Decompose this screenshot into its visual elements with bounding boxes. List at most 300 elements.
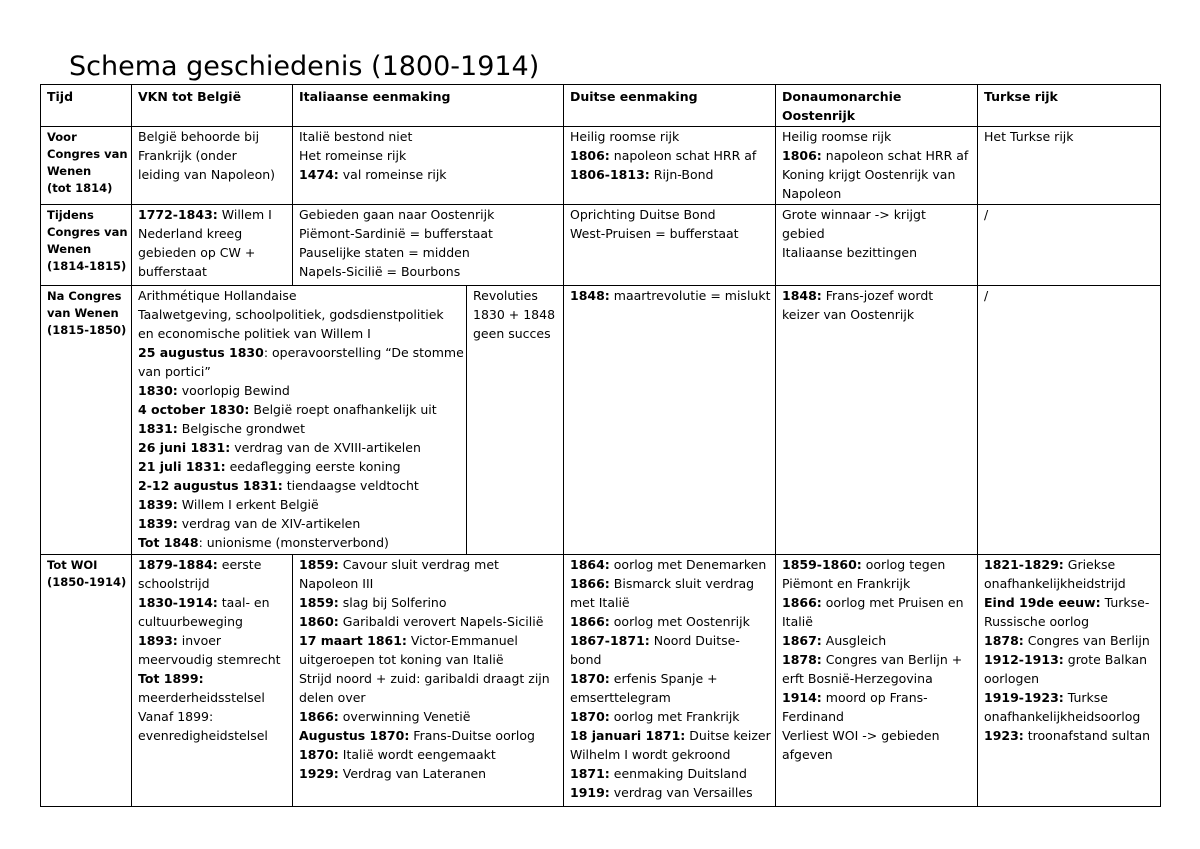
cell-line: [782, 184, 973, 203]
cell-line: [570, 745, 771, 764]
date-label: 1871:: [570, 766, 610, 781]
cell-line: [299, 764, 559, 783]
event-text: overwinning Venetië: [338, 709, 471, 724]
event-text: : operavoorstelling “De stomme: [263, 345, 464, 360]
cell-line: [138, 381, 462, 400]
date-label: 1923:: [984, 728, 1024, 743]
cell-line: [473, 324, 559, 343]
cell-line: [984, 650, 1156, 669]
date-label: 1806-1813:: [570, 167, 650, 182]
date-label: 25 augustus 1830: [138, 345, 264, 360]
cell-line: [570, 688, 771, 707]
cell-line: [782, 243, 973, 262]
header-tijd: Tijd: [41, 85, 132, 127]
event-text: 1830 + 1848: [473, 307, 556, 322]
cell-line: [782, 165, 973, 184]
event-text: Grote winnaar -> krijgt: [782, 207, 926, 222]
date-label: 26 juni 1831:: [138, 440, 231, 455]
date-label: 1806:: [570, 148, 610, 163]
cell-line: [570, 574, 771, 593]
event-text: tiendaagse veldtocht: [282, 478, 419, 493]
cell-line: [138, 707, 288, 726]
cell-line: [782, 688, 973, 707]
event-text: eedaflegging eerste koning: [225, 459, 401, 474]
event-text: /: [984, 288, 989, 303]
cell-line: [782, 650, 973, 669]
date-label: 1870:: [570, 671, 610, 686]
event-text: Turkse: [1063, 690, 1108, 705]
date-label: 1839:: [138, 516, 178, 531]
period-cell: [41, 127, 132, 205]
cell-line: [782, 224, 973, 243]
cell-line: [138, 243, 288, 262]
cell-line: [299, 612, 559, 631]
date-label: 4 october 1830:: [138, 402, 250, 417]
cell-line: [138, 146, 288, 165]
event-text: Het Turkse rijk: [984, 129, 1074, 144]
duits-cell: [564, 127, 776, 205]
period-cell: [41, 205, 132, 286]
cell-line: [299, 205, 559, 224]
date-label: 1859-1860:: [782, 557, 862, 572]
cell-line: [984, 612, 1156, 631]
table-row: [41, 205, 1161, 286]
date-label: 1866:: [299, 709, 339, 724]
cell-line: [782, 286, 973, 305]
cell-line: [299, 669, 559, 688]
vkn-cell: [132, 127, 293, 205]
cell-line: [299, 631, 559, 650]
duits-cell: [564, 286, 776, 555]
cell-line: [299, 146, 559, 165]
date-label: 18 januari 1871:: [570, 728, 686, 743]
cell-line: [782, 305, 973, 324]
cell-line: [782, 593, 973, 612]
period-line: Congres van: [47, 147, 128, 161]
cell-line: [138, 650, 288, 669]
cell-line: [570, 726, 771, 745]
event-text: taal- en: [217, 595, 270, 610]
cell-line: [570, 707, 771, 726]
period-line: (tot 1814): [47, 181, 113, 195]
date-label: 1860:: [299, 614, 339, 629]
turks-cell: [978, 286, 1161, 555]
date-label: 1772-1843:: [138, 207, 218, 222]
event-text: cultuurbeweging: [138, 614, 243, 629]
date-label: 1848:: [570, 288, 610, 303]
cell-line: [138, 593, 288, 612]
date-label: 1839:: [138, 497, 178, 512]
event-text: Ausgleich: [821, 633, 887, 648]
event-text: Frans-Duitse oorlog: [409, 728, 535, 743]
event-text: Het romeinse rijk: [299, 148, 407, 163]
cell-line: [138, 262, 288, 281]
cell-line: [570, 286, 771, 305]
date-label: 1859:: [299, 595, 339, 610]
cell-line: [138, 305, 462, 324]
cell-line: [138, 205, 288, 224]
cell-line: [570, 631, 771, 650]
italie-cell: [293, 205, 564, 286]
event-text: Congres van Berlijn: [1023, 633, 1150, 648]
cell-line: [984, 127, 1156, 146]
cell-line: [782, 574, 973, 593]
event-text: Victor-Emmanuel: [406, 633, 518, 648]
date-label: 1870:: [570, 709, 610, 724]
event-text: oorlog tegen: [861, 557, 946, 572]
date-label: 17 maart 1861:: [299, 633, 407, 648]
event-text: Noord Duitse-: [649, 633, 740, 648]
cell-line: [570, 764, 771, 783]
period-line: van Wenen: [47, 306, 119, 320]
event-text: Italië wordt eengemaakt: [338, 747, 496, 762]
cell-line: [138, 419, 462, 438]
date-label: 1867-1871:: [570, 633, 650, 648]
cell-line: [299, 224, 559, 243]
history-schema-table: [40, 84, 1161, 807]
event-text: /: [984, 207, 989, 222]
event-text: Napels-Sicilië = Bourbons: [299, 264, 461, 279]
cell-line: [782, 205, 973, 224]
event-text: napoleon schat HRR af: [609, 148, 757, 163]
date-label: 1806:: [782, 148, 822, 163]
event-text: keizer van Oostenrijk: [782, 307, 915, 322]
date-label: 21 juli 1831:: [138, 459, 226, 474]
date-label: 1878:: [984, 633, 1024, 648]
event-text: erfenis Spanje +: [609, 671, 718, 686]
cell-line: [299, 593, 559, 612]
date-label: 1919:: [570, 785, 610, 800]
event-text: Nederland kreeg: [138, 226, 243, 241]
cell-line: [782, 555, 973, 574]
event-text: Piëmont-Sardinië = bufferstaat: [299, 226, 493, 241]
date-label: 1914:: [782, 690, 822, 705]
event-text: voorlopig Bewind: [177, 383, 290, 398]
oostenrijk-cell: [776, 127, 978, 205]
cell-line: [570, 224, 771, 243]
period-line: (1814-1815): [47, 259, 127, 273]
event-text: Griekse: [1063, 557, 1116, 572]
event-text: België behoorde bij: [138, 129, 260, 144]
period-line: Congres van: [47, 225, 128, 239]
event-text: Strijd noord + zuid: garibaldi draagt zijn: [299, 671, 550, 686]
cell-line: [984, 669, 1156, 688]
event-text: grote Balkan: [1063, 652, 1148, 667]
table-row: [41, 127, 1161, 205]
date-label: 1870:: [299, 747, 339, 762]
turks-cell: [978, 127, 1161, 205]
event-text: en economische politiek van Willem I: [138, 326, 371, 341]
event-text: gebied: [782, 226, 825, 241]
date-label: 1912-1913:: [984, 652, 1064, 667]
date-label: 1864:: [570, 557, 610, 572]
event-text: emserttelegram: [570, 690, 671, 705]
event-text: leiding van Napoleon): [138, 167, 276, 182]
cell-line: [984, 574, 1156, 593]
event-text: : unionisme (monsterverbond): [198, 535, 389, 550]
cell-line: [138, 612, 288, 631]
cell-line: [138, 726, 288, 745]
cell-line: [138, 324, 462, 343]
date-label: 1929:: [299, 766, 339, 781]
cell-line: [138, 286, 462, 305]
event-text: schoolstrijd: [138, 576, 210, 591]
event-text: België roept onafhankelijk uit: [249, 402, 437, 417]
cell-line: [138, 555, 288, 574]
duits-cell: [564, 555, 776, 807]
cell-line: [299, 165, 559, 184]
event-text: bufferstaat: [138, 264, 207, 279]
cell-line: [299, 127, 559, 146]
date-label: Tot 1899:: [138, 671, 204, 686]
event-text: eenmaking Duitsland: [609, 766, 747, 781]
oostenrijk-cell: [776, 555, 978, 807]
period-line: Tot WOI: [47, 558, 98, 572]
event-text: Italiaanse bezittingen: [782, 245, 918, 260]
header-oostenrijk: Donaumonarchie Oostenrijk: [776, 85, 978, 127]
cell-line: [570, 146, 771, 165]
cell-line: [138, 574, 288, 593]
cell-line: [984, 205, 1156, 224]
cell-line: [138, 127, 288, 146]
event-text: bond: [570, 652, 602, 667]
cell-line: [299, 262, 559, 281]
cell-line: [984, 631, 1156, 650]
date-label: Tot 1848: [138, 535, 199, 550]
cell-line: [138, 343, 462, 362]
event-text: Oprichting Duitse Bond: [570, 207, 716, 222]
period-cell: [41, 555, 132, 807]
cell-line: [570, 669, 771, 688]
event-text: oorlog met Denemarken: [609, 557, 767, 572]
vkn-cell: [132, 286, 467, 555]
oostenrijk-cell: [776, 205, 978, 286]
date-label: 1866:: [570, 614, 610, 629]
cell-line: [984, 286, 1156, 305]
event-text: uitgeroepen tot koning van Italië: [299, 652, 504, 667]
date-label: 1866:: [570, 576, 610, 591]
date-label: 1893:: [138, 633, 178, 648]
event-text: slag bij Solferino: [338, 595, 447, 610]
event-text: met Italië: [570, 595, 630, 610]
event-text: geen succes: [473, 326, 551, 341]
cell-line: [570, 650, 771, 669]
cell-line: [138, 224, 288, 243]
date-label: 1830:: [138, 383, 178, 398]
oostenrijk-cell: [776, 286, 978, 555]
cell-line: [299, 726, 559, 745]
event-text: gebieden op CW +: [138, 245, 256, 260]
event-text: Frankrijk (onder: [138, 148, 237, 163]
date-label: 1830-1914:: [138, 595, 218, 610]
period-line: Tijdens: [47, 208, 94, 222]
event-text: Cavour sluit verdrag met: [338, 557, 499, 572]
cell-line: [984, 593, 1156, 612]
cell-line: [570, 127, 771, 146]
event-text: onafhankelijkheidsoorlog: [984, 709, 1141, 724]
event-text: West-Pruisen = bufferstaat: [570, 226, 739, 241]
duits-cell: [564, 205, 776, 286]
event-text: verdrag van Versailles: [609, 785, 753, 800]
event-text: Willem I erkent België: [177, 497, 319, 512]
event-text: delen over: [299, 690, 366, 705]
event-text: Frans-jozef wordt: [821, 288, 934, 303]
cell-line: [138, 362, 462, 381]
event-text: troonafstand sultan: [1023, 728, 1151, 743]
event-text: oorlog met Pruisen en: [821, 595, 964, 610]
cell-line: [570, 555, 771, 574]
cell-line: [138, 400, 462, 419]
event-text: Bismarck sluit verdrag: [609, 576, 755, 591]
event-text: onafhankelijkheidstrijd: [984, 576, 1126, 591]
event-text: moord op Frans-: [821, 690, 928, 705]
event-text: Gebieden gaan naar Oostenrijk: [299, 207, 495, 222]
cell-line: [299, 243, 559, 262]
cell-line: [138, 631, 288, 650]
cell-line: [570, 783, 771, 802]
event-text: eerste: [217, 557, 262, 572]
cell-line: [984, 555, 1156, 574]
italie-cell: [293, 555, 564, 807]
cell-line: [782, 631, 973, 650]
event-text: Garibaldi verovert Napels-Sicilië: [338, 614, 544, 629]
event-text: evenredigheidstelsel: [138, 728, 268, 743]
event-text: oorlog met Oostenrijk: [609, 614, 750, 629]
cell-line: [138, 669, 288, 688]
page-title: Schema geschiedenis (1800-1914): [69, 51, 540, 82]
turks-cell: [978, 205, 1161, 286]
event-text: Pauselijke staten = midden: [299, 245, 470, 260]
period-line: (1850-1914): [47, 575, 127, 589]
date-label: 1867:: [782, 633, 822, 648]
event-text: Napoleon: [782, 186, 842, 201]
event-text: Arithmétique Hollandaise: [138, 288, 297, 303]
cell-line: [782, 146, 973, 165]
period-line: Na Congres: [47, 289, 122, 303]
period-cell: [41, 286, 132, 555]
date-label: 1879-1884:: [138, 557, 218, 572]
date-label: 1474:: [299, 167, 339, 182]
cell-line: [570, 612, 771, 631]
event-text: Italië: [782, 614, 813, 629]
vkn-cell: [132, 205, 293, 286]
cell-line: [782, 669, 973, 688]
cell-line: [138, 165, 288, 184]
cell-line: [782, 707, 973, 726]
event-text: invoer: [177, 633, 222, 648]
cell-line: [138, 514, 462, 533]
date-label: 2-12 augustus 1831:: [138, 478, 283, 493]
cell-line: [473, 286, 559, 305]
period-line: Wenen: [47, 242, 92, 256]
event-text: Italië bestond niet: [299, 129, 413, 144]
event-text: verdrag van de XVIII-artikelen: [230, 440, 421, 455]
date-label: 1919-1923:: [984, 690, 1064, 705]
event-text: Piëmont en Frankrijk: [782, 576, 911, 591]
period-line: Voor: [47, 130, 77, 144]
cell-line: [299, 555, 559, 574]
event-text: Heilig roomse rijk: [782, 129, 892, 144]
event-text: Vanaf 1899:: [138, 709, 214, 724]
cell-line: [473, 305, 559, 324]
date-label: Augustus 1870:: [299, 728, 410, 743]
date-label: Eind 19de eeuw:: [984, 595, 1101, 610]
event-text: meerderheidsstelsel: [138, 690, 265, 705]
header-turks: Turkse rijk: [978, 85, 1161, 127]
cell-line: [570, 165, 771, 184]
cell-line: [138, 457, 462, 476]
date-label: 1866:: [782, 595, 822, 610]
event-text: Ferdinand: [782, 709, 844, 724]
cell-line: [782, 612, 973, 631]
cell-line: [138, 495, 462, 514]
event-text: Heilig roomse rijk: [570, 129, 680, 144]
cell-line: [984, 688, 1156, 707]
event-text: Verdrag van Lateranen: [338, 766, 487, 781]
period-line: (1815-1850): [47, 323, 127, 337]
event-text: maartrevolutie = mislukt: [609, 288, 771, 303]
header-vkn: VKN tot België: [132, 85, 293, 127]
date-label: 1821-1829:: [984, 557, 1064, 572]
event-text: erft Bosnië-Herzegovina: [782, 671, 933, 686]
event-text: verdrag van de XIV-artikelen: [177, 516, 361, 531]
event-text: oorlog met Frankrijk: [609, 709, 740, 724]
cell-line: [299, 745, 559, 764]
cell-line: [299, 650, 559, 669]
event-text: Turkse-: [1100, 595, 1150, 610]
cell-line: [782, 726, 973, 745]
italie-cell: [467, 286, 564, 555]
cell-line: [138, 438, 462, 457]
turks-cell: [978, 555, 1161, 807]
event-text: van portici”: [138, 364, 211, 379]
date-label: 1831:: [138, 421, 178, 436]
vkn-cell: [132, 555, 293, 807]
cell-line: [138, 533, 462, 552]
event-text: Koning krijgt Oostenrijk van: [782, 167, 956, 182]
cell-line: [984, 726, 1156, 745]
event-text: val romeinse rijk: [338, 167, 447, 182]
event-text: Belgische grondwet: [177, 421, 306, 436]
date-label: 1859:: [299, 557, 339, 572]
cell-line: [570, 205, 771, 224]
cell-line: [570, 593, 771, 612]
event-text: Rijn-Bond: [649, 167, 714, 182]
date-label: 1878:: [782, 652, 822, 667]
event-text: Taalwetgeving, schoolpolitiek, godsdienstpolitiek: [138, 307, 444, 322]
cell-line: [299, 574, 559, 593]
header-row: [41, 85, 1161, 127]
event-text: Congres van Berlijn +: [821, 652, 963, 667]
cell-line: [138, 688, 288, 707]
event-text: Willem I: [217, 207, 272, 222]
table-row: [41, 286, 1161, 555]
event-text: Duitse keizer: [685, 728, 771, 743]
cell-line: [299, 707, 559, 726]
header-italie: Italiaanse eenmaking: [293, 85, 564, 127]
event-text: Wilhelm I wordt gekroond: [570, 747, 731, 762]
table-row: [41, 555, 1161, 807]
event-text: napoleon schat HRR af: [821, 148, 969, 163]
period-line: Wenen: [47, 164, 92, 178]
event-text: Napoleon III: [299, 576, 374, 591]
event-text: afgeven: [782, 747, 833, 762]
cell-line: [782, 745, 973, 764]
header-duits: Duitse eenmaking: [564, 85, 776, 127]
event-text: Revoluties: [473, 288, 538, 303]
event-text: Russische oorlog: [984, 614, 1090, 629]
event-text: meervoudig stemrecht: [138, 652, 281, 667]
